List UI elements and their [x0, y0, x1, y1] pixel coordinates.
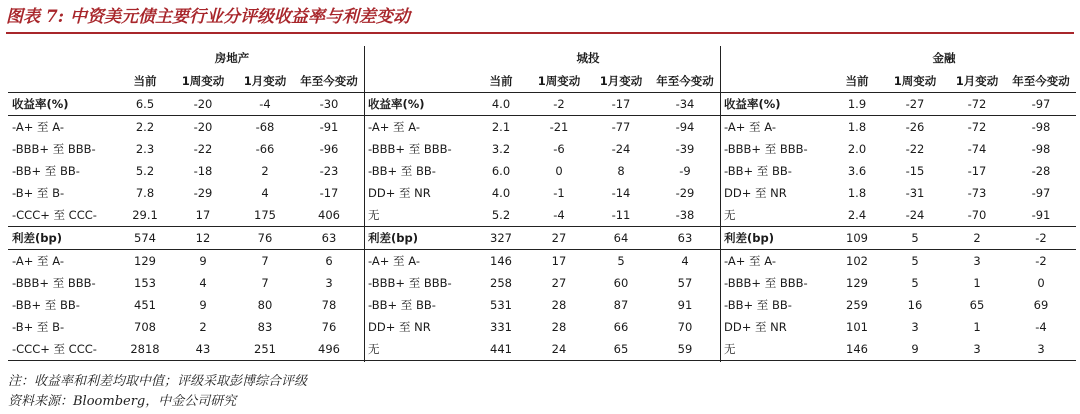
row-label: -BBB+ 至 BBB-	[12, 276, 96, 290]
table-cell: -91	[1031, 208, 1051, 222]
table-cell: 2.3	[135, 142, 155, 156]
column-header: 1月变动	[948, 70, 1006, 93]
table-cell: -97	[1031, 186, 1051, 200]
table-row	[720, 294, 1076, 316]
table-cell: -77	[611, 120, 631, 134]
table-cell: 5	[911, 276, 919, 290]
table-cell: 251	[236, 338, 294, 361]
table-cell: -98	[1031, 120, 1051, 134]
column-header: 当前	[120, 70, 170, 93]
table-cell: 4.0	[491, 186, 511, 200]
table-cell: 2	[948, 227, 1006, 250]
table-row	[8, 272, 364, 294]
panel-real-estate	[8, 46, 364, 361]
sector-table	[8, 46, 364, 361]
row-label: -BB+ 至 BB-	[724, 164, 792, 178]
table-cell: 43	[170, 338, 236, 361]
table-cell: 3	[325, 276, 333, 290]
table-cell: -9	[679, 164, 691, 178]
table-row	[364, 160, 720, 182]
table-cell: 27	[551, 276, 567, 290]
table-cell: 70	[677, 320, 693, 334]
row-label: -BBB+ 至 BBB-	[12, 142, 96, 156]
table-cell: 2.4	[847, 208, 867, 222]
table-cell: 64	[592, 227, 650, 250]
table-row	[364, 204, 720, 227]
row-label: -BBB+ 至 BBB-	[368, 142, 452, 156]
table-cell: 63	[650, 227, 720, 250]
row-label: DD+ 至 NR	[368, 186, 431, 200]
table-row	[8, 338, 364, 361]
table-row	[720, 316, 1076, 338]
table-row	[720, 138, 1076, 160]
spread-summary-row	[720, 227, 1076, 250]
column-header: 当前	[832, 70, 882, 93]
table-cell: 1	[973, 320, 981, 334]
row-label: -BB+ 至 BB-	[12, 298, 80, 312]
row-label: -B+ 至 B-	[12, 186, 65, 200]
row-label: -A+ 至 A-	[12, 254, 64, 268]
table-cell: 0	[555, 164, 563, 178]
table-row	[8, 316, 364, 338]
table-cell: -34	[650, 93, 720, 116]
table-cell: 258	[490, 276, 512, 290]
table-cell: -15	[905, 164, 925, 178]
table-cell: -20	[193, 120, 213, 134]
table-cell: 496	[294, 338, 364, 361]
sector-table	[364, 46, 720, 361]
row-label: 收益率(%)	[720, 93, 832, 116]
sector-name: 房地产	[214, 51, 250, 65]
table-cell: 3.2	[491, 142, 511, 156]
table-cell: -14	[611, 186, 631, 200]
row-label: -A+ 至 A-	[368, 254, 420, 268]
table-cell: -91	[319, 120, 339, 134]
table-cell: -22	[193, 142, 213, 156]
table-cell: 17	[195, 208, 211, 222]
row-label: 利差(bp)	[8, 227, 120, 250]
table-cell: 69	[1033, 298, 1049, 312]
table-cell: 259	[846, 298, 868, 312]
table-row	[8, 116, 364, 139]
table-row	[720, 250, 1076, 273]
table-cell: -17	[592, 93, 650, 116]
yield-summary-row	[8, 93, 364, 116]
row-label: -BBB+ 至 BBB-	[724, 142, 808, 156]
table-cell: 7	[261, 254, 269, 268]
table-cell: 65	[592, 338, 650, 361]
table-cell: 76	[321, 320, 337, 334]
table-cell: -38	[675, 208, 695, 222]
sector-table	[720, 46, 1076, 361]
table-cell: 9	[882, 338, 948, 361]
table-cell: 3	[948, 338, 1006, 361]
table-cell: 4	[681, 254, 689, 268]
table-cell: 531	[490, 298, 512, 312]
table-cell: 3	[973, 254, 981, 268]
table-cell: 12	[170, 227, 236, 250]
table-cell: -4	[236, 93, 294, 116]
table-cell: -94	[675, 120, 695, 134]
table-cell: 5.2	[135, 164, 155, 178]
row-label: -BB+ 至 BB-	[368, 298, 436, 312]
table-cell: 16	[907, 298, 923, 312]
row-label: -CCC+ 至 CCC-	[8, 338, 120, 361]
table-cell: 1.9	[832, 93, 882, 116]
table-cell: 6.0	[491, 164, 511, 178]
blank-cell	[650, 46, 720, 70]
row-label: 无	[368, 208, 380, 222]
table-cell: 3	[1006, 338, 1076, 361]
row-label: -BB+ 至 BB-	[724, 298, 792, 312]
table-cell: 87	[613, 298, 629, 312]
table-cell: -21	[549, 120, 569, 134]
table-cell: 91	[677, 298, 693, 312]
table-cell: 146	[490, 254, 512, 268]
row-label: -CCC+ 至 CCC-	[12, 208, 97, 222]
row-label: -BB+ 至 BB-	[12, 164, 80, 178]
figure-notes	[8, 372, 307, 412]
yield-summary-row	[720, 93, 1076, 116]
table-row	[720, 338, 1076, 361]
table-cell: 2.0	[847, 142, 867, 156]
table-cell: 66	[613, 320, 629, 334]
table-row	[8, 160, 364, 182]
table-cell: -24	[905, 208, 925, 222]
table-cell: 7.8	[135, 186, 155, 200]
column-header: 1月变动	[592, 70, 650, 93]
table-cell: 441	[476, 338, 526, 361]
panel-lgfv	[364, 46, 720, 361]
table-cell: 27	[526, 227, 592, 250]
table-cell: -30	[294, 93, 364, 116]
table-row	[720, 272, 1076, 294]
row-label: 利差(bp)	[364, 227, 476, 250]
table-row	[364, 338, 720, 361]
blank-cell	[476, 46, 526, 70]
table-cell: 2.1	[491, 120, 511, 134]
table-cell: -29	[675, 186, 695, 200]
blank-cell	[720, 70, 832, 93]
blank-cell	[364, 70, 476, 93]
blank-cell	[832, 46, 882, 70]
table-cell: 4.0	[476, 93, 526, 116]
table-cell: -23	[319, 164, 339, 178]
row-label: 利差(bp)	[720, 227, 832, 250]
table-row	[720, 182, 1076, 204]
table-cell: 101	[846, 320, 868, 334]
yield-summary-row	[364, 93, 720, 116]
table-cell: 78	[321, 298, 337, 312]
spread-summary-row	[364, 227, 720, 250]
table-cell: 3	[911, 320, 919, 334]
table-row	[364, 250, 720, 273]
table-cell: 2818	[120, 338, 170, 361]
blank-cell	[8, 46, 120, 70]
table-cell: 1	[973, 276, 981, 290]
row-label: -A+ 至 A-	[724, 254, 776, 268]
table-cell: 80	[257, 298, 273, 312]
table-cell: 9	[199, 298, 207, 312]
table-cell: -17	[967, 164, 987, 178]
table-cell: -29	[193, 186, 213, 200]
table-cell: 153	[134, 276, 156, 290]
table-cell: 63	[294, 227, 364, 250]
table-cell: -24	[611, 142, 631, 156]
table-cell: -98	[1031, 142, 1051, 156]
table-row	[720, 160, 1076, 182]
table-cell: 451	[134, 298, 156, 312]
column-header: 1周变动	[882, 70, 948, 93]
table-row	[364, 294, 720, 316]
row-label: -A+ 至 A-	[12, 120, 64, 134]
table-row	[364, 272, 720, 294]
table-cell: 175	[254, 208, 276, 222]
table-cell: 76	[236, 227, 294, 250]
table-row	[8, 182, 364, 204]
table-row	[364, 138, 720, 160]
spread-summary-row	[8, 227, 364, 250]
table-cell: -72	[948, 93, 1006, 116]
figure-title: 图表 7: 中资美元债主要行业分评级收益率与利差变动	[6, 7, 410, 27]
column-header: 年至今变动	[294, 70, 364, 93]
blank-cell	[8, 70, 120, 93]
column-header: 年至今变动	[1006, 70, 1076, 93]
table-cell: -2	[1035, 254, 1047, 268]
table-row	[364, 316, 720, 338]
table-cell: 5	[911, 254, 919, 268]
table-row	[8, 204, 364, 227]
table-row	[364, 182, 720, 204]
table-row	[720, 204, 1076, 227]
table-cell: 1.8	[847, 120, 867, 134]
table-cell: 146	[832, 338, 882, 361]
table-cell: 4	[261, 186, 269, 200]
table-cell: 7	[261, 276, 269, 290]
blank-cell	[364, 46, 476, 70]
table-cell: -6	[553, 142, 565, 156]
table-cell: 28	[551, 320, 567, 334]
table-cell: -68	[255, 120, 275, 134]
table-cell: 29.1	[132, 208, 158, 222]
title-divider	[6, 32, 1074, 34]
table-cell: -74	[967, 142, 987, 156]
table-cell: -72	[967, 120, 987, 134]
table-cell: -18	[193, 164, 213, 178]
column-header: 年至今变动	[650, 70, 720, 93]
column-header: 1周变动	[526, 70, 592, 93]
table-cell: -28	[1031, 164, 1051, 178]
column-header: 1月变动	[236, 70, 294, 93]
table-cell: -22	[905, 142, 925, 156]
blank-cell	[294, 46, 364, 70]
table-cell: -11	[611, 208, 631, 222]
row-label: DD+ 至 NR	[368, 320, 431, 334]
table-cell: -26	[905, 120, 925, 134]
table-cell: 24	[526, 338, 592, 361]
table-cell: 1.8	[847, 186, 867, 200]
row-label: -A+ 至 A-	[724, 120, 776, 134]
row-label: DD+ 至 NR	[724, 320, 787, 334]
row-label: -A+ 至 A-	[368, 120, 420, 134]
table-row	[8, 294, 364, 316]
table-cell: -4	[1035, 320, 1047, 334]
row-label: 无	[720, 338, 832, 361]
table-cell: -39	[675, 142, 695, 156]
table-cell: 109	[832, 227, 882, 250]
table-cell: -27	[882, 93, 948, 116]
panel-financials	[720, 46, 1076, 361]
table-cell: 327	[476, 227, 526, 250]
table-cell: -4	[553, 208, 565, 222]
table-cell: 708	[134, 320, 156, 334]
table-row	[720, 116, 1076, 139]
table-cell: 4	[199, 276, 207, 290]
source-note: 资料来源：Bloomberg，中金公司研究	[8, 394, 237, 409]
row-label: 无	[364, 338, 476, 361]
table-cell: -2	[526, 93, 592, 116]
table-cell: 6	[325, 254, 333, 268]
table-cell: -70	[967, 208, 987, 222]
table-cell: -97	[1006, 93, 1076, 116]
sector-name: 金融	[932, 51, 956, 65]
table-cell: 60	[613, 276, 629, 290]
table-cell: 5.2	[491, 208, 511, 222]
row-label: 收益率(%)	[364, 93, 476, 116]
table-cell: 28	[551, 298, 567, 312]
table-cell: -17	[319, 186, 339, 200]
table-cell: 3.6	[847, 164, 867, 178]
table-cell: 57	[677, 276, 693, 290]
row-label: -BBB+ 至 BBB-	[368, 276, 452, 290]
sector-name: 城投	[576, 51, 600, 65]
table-cell: 129	[846, 276, 868, 290]
row-label: -BB+ 至 BB-	[368, 164, 436, 178]
table-row	[8, 138, 364, 160]
table-cell: -1	[553, 186, 565, 200]
table-cell: -96	[319, 142, 339, 156]
footnote: 注：收益率和利差均取中值；评级采取彭博综合评级	[8, 374, 308, 389]
table-row	[8, 250, 364, 273]
row-label: 无	[724, 208, 736, 222]
table-cell: 9	[199, 254, 207, 268]
table-cell: -20	[170, 93, 236, 116]
table-cell: 65	[969, 298, 985, 312]
table-cell: 0	[1037, 276, 1045, 290]
table-cell: 59	[650, 338, 720, 361]
row-label: -BBB+ 至 BBB-	[724, 276, 808, 290]
table-cell: 5	[882, 227, 948, 250]
column-header: 1周变动	[170, 70, 236, 93]
table-cell: 2	[261, 164, 269, 178]
table-cell: 102	[846, 254, 868, 268]
table-cell: -2	[1006, 227, 1076, 250]
table-cell: 2	[199, 320, 207, 334]
blank-cell	[120, 46, 170, 70]
column-header: 当前	[476, 70, 526, 93]
table-cell: 6.5	[120, 93, 170, 116]
table-cell: 574	[120, 227, 170, 250]
table-cell: 17	[551, 254, 567, 268]
table-cell: 8	[617, 164, 625, 178]
table-cell: -31	[905, 186, 925, 200]
blank-cell	[720, 46, 832, 70]
table-cell: -66	[255, 142, 275, 156]
table-cell: 129	[134, 254, 156, 268]
table-cell: 2.2	[135, 120, 155, 134]
table-cell: 83	[257, 320, 273, 334]
table-cell: 406	[318, 208, 340, 222]
table-cell: 5	[617, 254, 625, 268]
row-label: DD+ 至 NR	[724, 186, 787, 200]
row-label: -B+ 至 B-	[12, 320, 65, 334]
row-label: 收益率(%)	[8, 93, 120, 116]
blank-cell	[1006, 46, 1076, 70]
table-cell: 331	[490, 320, 512, 334]
table-cell: -73	[967, 186, 987, 200]
table-row	[364, 116, 720, 139]
